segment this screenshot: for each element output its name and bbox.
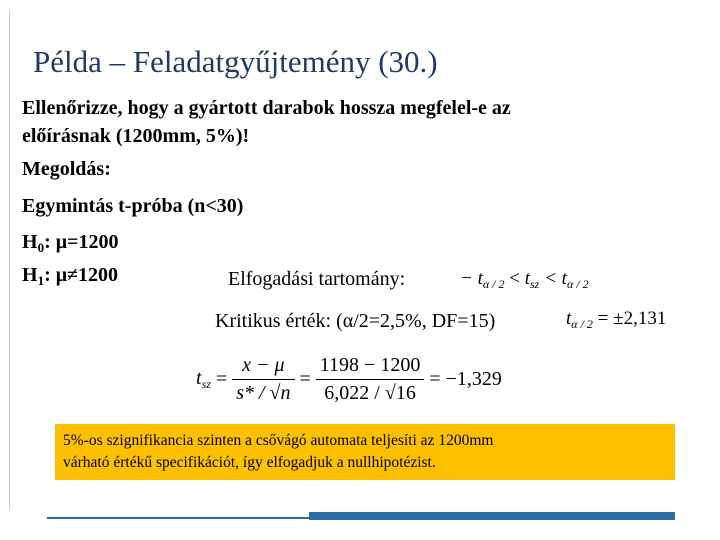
stat-t: t <box>196 367 202 389</box>
alpha-half-sub-2: α / 2 <box>566 277 589 291</box>
h0-subscript: 0 <box>37 240 45 255</box>
fraction-symbolic <box>232 354 294 405</box>
symbolic-numerator: x − μ <box>232 354 294 380</box>
stat-sz-sub: sz <box>201 377 211 391</box>
left-divider <box>9 10 10 510</box>
conclusion-line-1: 5%-os szignifikancia szinten a csővágó automata teljesíti az 1200mm <box>63 432 494 449</box>
sz-sub-1: sz <box>530 277 540 291</box>
lt-sign: < <box>509 268 520 289</box>
critical-t: t <box>566 308 572 329</box>
null-hypothesis <box>22 230 118 260</box>
pos-t: < t <box>544 268 567 289</box>
solution-label: Megoldás: <box>22 158 111 180</box>
h1-statement: : μ≠1200 <box>44 264 119 286</box>
numeric-numerator: 1198 − 1200 <box>316 354 425 380</box>
task-line-2: előírásnak (1200mm, 5%)! <box>22 125 250 147</box>
footer-bar-thin <box>47 517 309 519</box>
stat-eq-1: = <box>215 368 228 390</box>
numeric-denominator: 6,022 / √16 <box>324 382 416 404</box>
stat-eq-2: = <box>299 368 311 390</box>
critical-value: = ±2,131 <box>597 308 667 329</box>
symbolic-denominator: s* / √n <box>236 382 291 404</box>
acceptance-label: Elfogadási tartomány: <box>228 268 406 290</box>
acceptance-formula <box>460 268 589 292</box>
critical-sub: α / 2 <box>571 317 593 331</box>
h0-letter: H <box>22 231 38 253</box>
t-sz: t <box>524 268 530 289</box>
footer-bar-thick <box>309 512 675 520</box>
h1-subscript: 1 <box>37 273 45 288</box>
critical-formula <box>566 308 666 332</box>
conclusion-line-2: várható értékű specifikációt, így elfogadjuk a nullhipotézist. <box>63 454 436 471</box>
h1-letter: H <box>22 264 38 286</box>
neg-t: − t <box>460 268 483 289</box>
critical-label: Kritikus érték: (α/2=2,5%, DF=15) <box>215 310 496 332</box>
alt-hypothesis <box>22 263 118 293</box>
fraction-numeric <box>316 354 425 405</box>
conclusion-box <box>55 424 675 480</box>
h0-statement: : μ=1200 <box>44 231 119 253</box>
stat-result: = −1,329 <box>429 368 502 390</box>
task-line-1: Ellenőrizze, hogy a gyártott darabok hossza megfelel-e az <box>22 97 511 119</box>
alpha-half-sub-1: α / 2 <box>482 277 505 291</box>
slide-title: Példa – Feladatgyűjtemény (30.) <box>33 44 438 79</box>
test-type: Egymintás t-próba (n<30) <box>22 195 244 217</box>
test-statistic <box>196 354 502 405</box>
